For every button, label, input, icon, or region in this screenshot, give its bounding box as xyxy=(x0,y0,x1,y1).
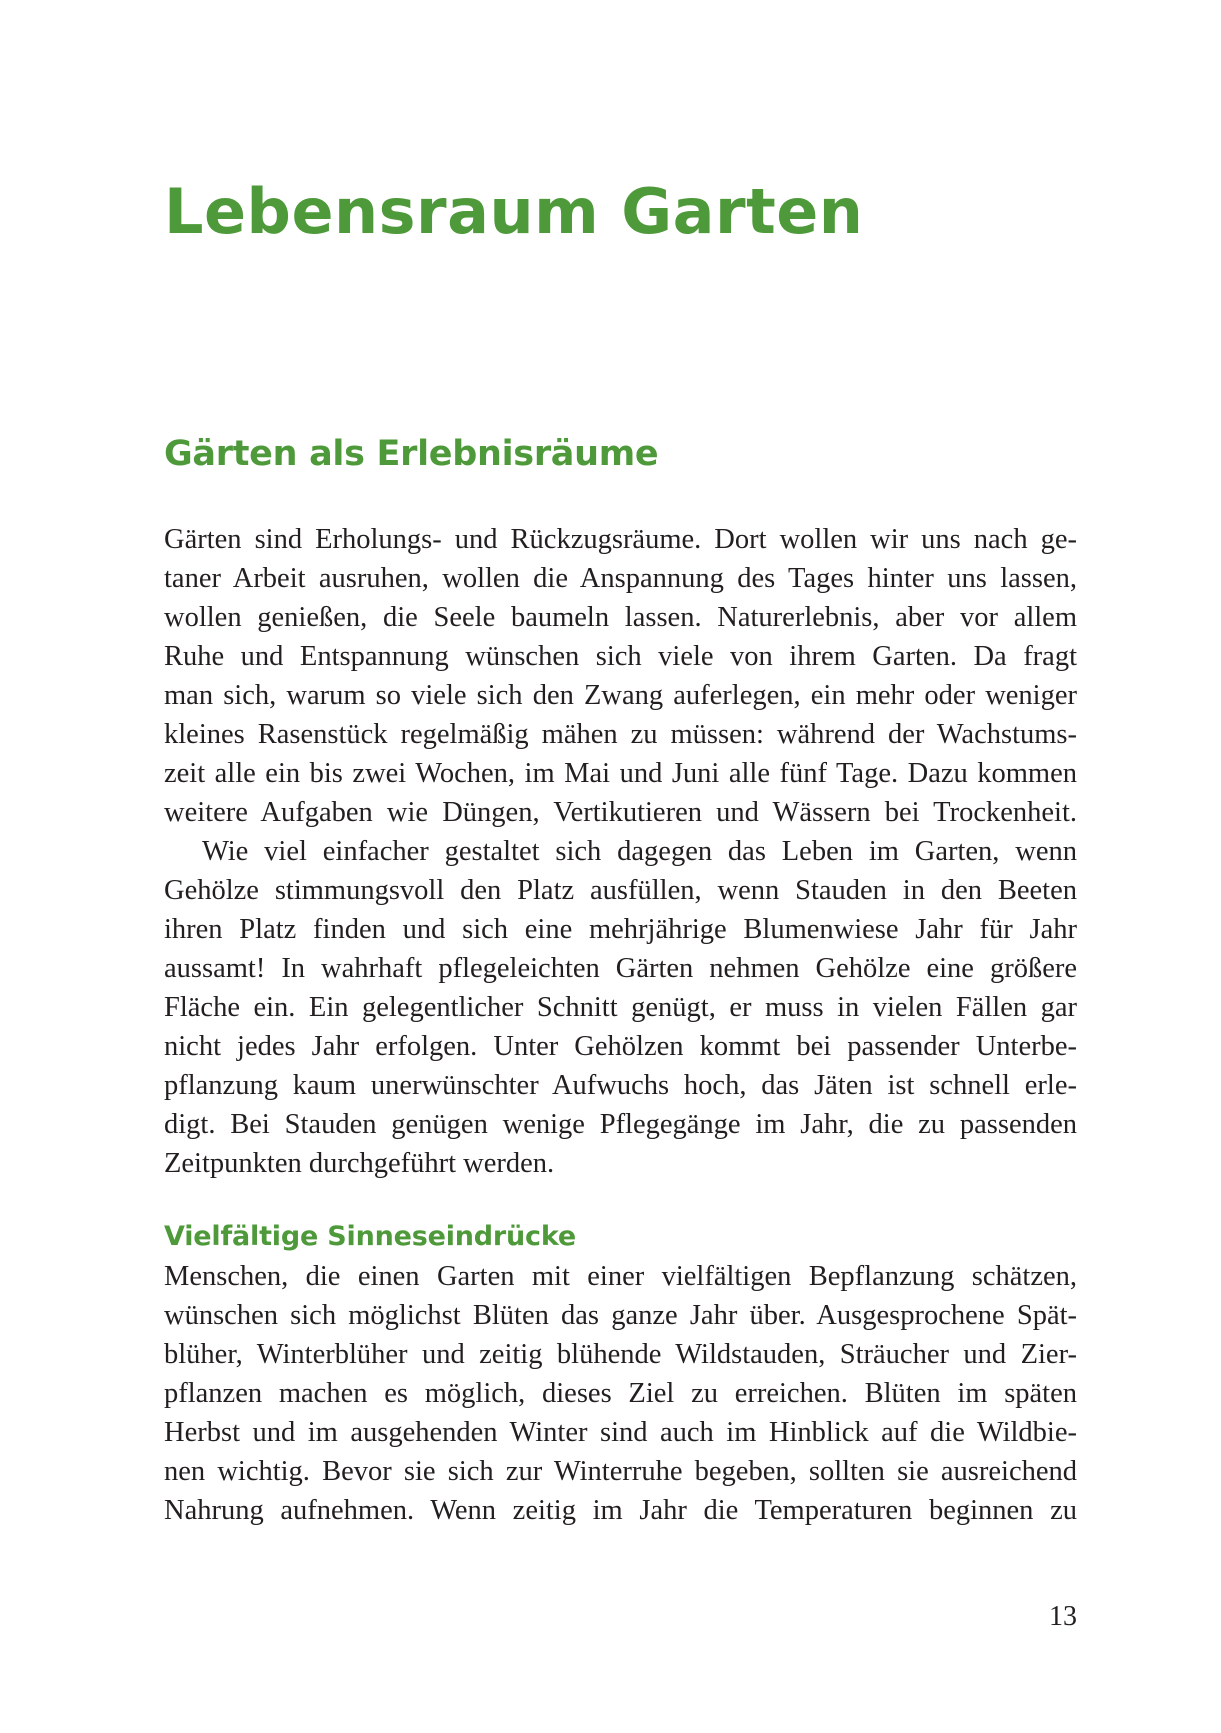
text-line: wünschen sich möglichst Blüten das ganze Jahr über. Ausgesprochene Spät- xyxy=(164,1300,1077,1331)
text-line: pflanzen machen es möglich, dieses Ziel zu erreichen. Blüten im späten xyxy=(164,1378,1077,1409)
text-line: Nahrung aufnehmen. Wenn zeitig im Jahr die Temperaturen beginnen zu xyxy=(164,1495,1077,1526)
text-line: pflanzung kaum unerwünschter Aufwuchs hoch, das Jäten ist schnell erle- xyxy=(164,1070,1077,1101)
section-body xyxy=(164,520,1077,1183)
text-line: zeit alle ein bis zwei Wochen, im Mai und Juni alle fünf Tage. Dazu kommen xyxy=(164,758,1077,789)
text-line: taner Arbeit ausruhen, wollen die Anspannung des Tages hinter uns lassen, xyxy=(164,563,1077,594)
text-line: blüher, Winterblüher und zeitig blühende Wildstauden, Sträucher und Zier- xyxy=(164,1339,1077,1370)
subsection-title: Vielfältige Sinneseindrücke xyxy=(164,1221,576,1252)
text-line: wollen genießen, die Seele baumeln lassen. Naturerlebnis, aber vor allem xyxy=(164,602,1077,633)
text-line: Ruhe und Entspannung wünschen sich viele von ihrem Garten. Da fragt xyxy=(164,641,1077,672)
paragraph xyxy=(164,832,1077,1183)
text-line: ihren Platz finden und sich eine mehrjährige Blumenwiese Jahr für Jahr xyxy=(164,914,1077,945)
text-line: Herbst und im ausgehenden Winter sind auch im Hinblick auf die Wildbie- xyxy=(164,1417,1077,1448)
paragraph xyxy=(164,520,1077,832)
text-line: Fläche ein. Ein gelegentlicher Schnitt genügt, er muss in vielen Fällen gar xyxy=(164,992,1077,1023)
text-line: Wie viel einfacher gestaltet sich dagegen das Leben im Garten, wenn xyxy=(202,836,1077,867)
chapter-title: Lebensraum Garten xyxy=(164,175,864,248)
text-line: Gärten sind Erholungs- und Rückzugsräume. Dort wollen wir uns nach ge- xyxy=(164,524,1077,555)
page-number: 13 xyxy=(1049,1601,1077,1632)
paragraph xyxy=(164,1257,1077,1530)
text-line: kleines Rasenstück regelmäßig mähen zu müssen: während der Wachstums- xyxy=(164,719,1077,750)
text-line: Menschen, die einen Garten mit einer vielfältigen Bepflanzung schätzen, xyxy=(164,1261,1077,1292)
text-line: nicht jedes Jahr erfolgen. Unter Gehölzen kommt bei passender Unterbe- xyxy=(164,1031,1077,1062)
section-title: Gärten als Erlebnisräume xyxy=(164,434,659,474)
text-line: weitere Aufgaben wie Düngen, Vertikutieren und Wässern bei Trockenheit. xyxy=(164,797,1077,828)
text-line: digt. Bei Stauden genügen wenige Pflegegänge im Jahr, die zu passenden xyxy=(164,1109,1077,1140)
text-line: aussamt! In wahrhaft pflegeleichten Gärten nehmen Gehölze eine größere xyxy=(164,953,1077,984)
text-line: Zeitpunkten durchgeführt werden. xyxy=(164,1148,555,1179)
subsection-body xyxy=(164,1257,1077,1530)
text-line: Gehölze stimmungsvoll den Platz ausfüllen, wenn Stauden in den Beeten xyxy=(164,875,1077,906)
text-line: man sich, warum so viele sich den Zwang auferlegen, ein mehr oder weniger xyxy=(164,680,1077,711)
text-line: nen wichtig. Bevor sie sich zur Winterruhe begeben, sollten sie ausreichend xyxy=(164,1456,1077,1487)
